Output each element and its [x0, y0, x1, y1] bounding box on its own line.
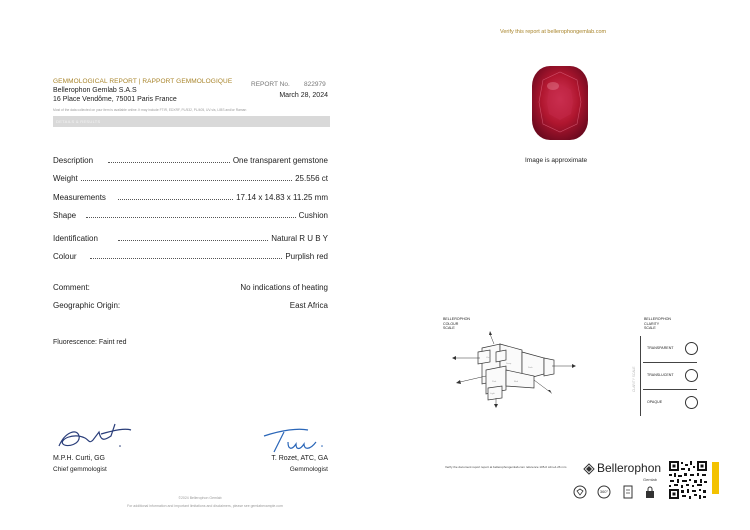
- dotted-leader: [81, 180, 292, 181]
- lock-icon: [643, 485, 657, 499]
- detail-value: Cushion: [298, 211, 328, 220]
- colour-scale-title: BELLEROPHON COLOUR SCALE: [443, 317, 470, 330]
- detail-value: 25.556 ct: [295, 174, 328, 183]
- clarity-circle-icon: [685, 369, 698, 382]
- signatory-left-role: Chief gemmologist: [53, 466, 107, 473]
- detail-row-weight: [53, 173, 328, 183]
- company-address: 16 Place Vendôme, 75001 Paris France: [53, 96, 177, 103]
- detail-label: Description: [53, 156, 94, 165]
- rotate-360-label: 360°: [599, 489, 609, 494]
- detail-label: Identification: [53, 234, 98, 243]
- section-bar-label: DETAILS & RESULTS: [56, 119, 101, 124]
- detail-value: Purplish red: [285, 252, 328, 261]
- svg-text:Red: Red: [514, 381, 519, 383]
- svg-text:Light: Light: [490, 393, 495, 395]
- data-note: Most of the data collected on your item is available online. It may include FTIR, EDXRF, PL/532, PL/405, UV-vis, LIBS and/or Raman: [53, 108, 247, 112]
- dotted-leader: [108, 162, 230, 163]
- clarity-circle-icon: [685, 396, 698, 409]
- clarity-scale-title: BELLEROPHON CLARITY SCALE: [644, 317, 671, 330]
- clarity-circle-icon: [685, 342, 698, 355]
- svg-text:Dark: Dark: [528, 367, 533, 369]
- clarity-axis-label: CLARITY SCALE: [632, 366, 636, 392]
- detail-row-shape: [53, 210, 328, 220]
- detail-label: Colour: [53, 252, 77, 261]
- gem-inspect-icon: [573, 485, 587, 499]
- report-title: GEMMOLOGICAL REPORT | RAPPORT GEMMOLOGIQUE: [53, 78, 233, 85]
- report-number-label: REPORT No.: [251, 81, 290, 88]
- origin-label: Geographic Origin:: [53, 301, 121, 310]
- detail-value: Natural R U B Y: [271, 234, 328, 243]
- signatory-right-name: T. Rozet, ATC, GA: [271, 455, 328, 462]
- svg-text:Vivid: Vivid: [486, 357, 491, 359]
- detail-label: Weight: [53, 174, 78, 183]
- detail-label: Shape: [53, 211, 77, 220]
- detail-label: Measurements: [53, 193, 106, 202]
- colour-scale-diagram: [444, 330, 584, 410]
- origin-value: East Africa: [289, 301, 328, 310]
- svg-text:Pink: Pink: [492, 381, 497, 383]
- detail-value: One transparent gemstone: [232, 156, 328, 165]
- brand-subtitle: Gemlab: [643, 477, 658, 482]
- footer-info: For additional information and important limitations and disclaimers, please see gemlabexample.com: [127, 504, 283, 508]
- verify-small-text: Verify the document report report at bellerophongemlab.com reference 105-0 cdm-d-26 mm: [445, 465, 567, 469]
- dotted-leader: [118, 240, 268, 241]
- clarity-level-translucent: TRANSLUCENT: [643, 363, 697, 390]
- image-caption: Image is approximate: [525, 157, 588, 164]
- clarity-level-opaque: OPAQUE: [643, 390, 697, 416]
- report-date: March 28, 2024: [279, 92, 328, 99]
- comment-row: [53, 283, 328, 292]
- svg-text:Deep: Deep: [506, 363, 512, 365]
- bellerophon-logo-icon: [583, 463, 595, 475]
- report-number: 822979: [304, 81, 326, 88]
- origin-row: [53, 301, 328, 310]
- signatory-left-name: M.P.H. Curti, GG: [53, 455, 105, 462]
- section-bar: [53, 116, 330, 127]
- footer-copyright: ©2024 Bellerophon Gemlab: [178, 496, 222, 500]
- clarity-level-transparent: TRANSPARENT: [643, 336, 697, 363]
- dotted-leader: [86, 217, 296, 218]
- signatory-right-role: Gemmologist: [289, 466, 328, 473]
- comment-value: No indications of heating: [240, 283, 328, 292]
- gold-tab-badge: [712, 462, 719, 494]
- company-name: Bellerophon Gemlab S.A.S: [53, 87, 137, 94]
- gemstone-image: [529, 62, 591, 144]
- verify-link[interactable]: Verify this report at bellerophongemlab.com: [500, 29, 607, 35]
- comment-label: Comment:: [53, 283, 90, 292]
- clarity-scale-box: [640, 336, 697, 416]
- detail-row-colour: [53, 251, 328, 261]
- signature-left: [55, 418, 135, 452]
- dotted-leader: [118, 199, 233, 200]
- dotted-leader: [90, 258, 282, 259]
- fluorescence: Fluorescence: Faint red: [53, 339, 127, 346]
- detail-row-identification: [53, 233, 328, 243]
- detail-value: 17.14 x 14.83 x 11.25 mm: [236, 193, 328, 202]
- detail-row-description: [53, 155, 328, 165]
- document-icon: [621, 485, 635, 499]
- qr-code-icon[interactable]: [668, 460, 708, 500]
- brand-name: Bellerophon: [597, 461, 662, 475]
- detail-row-measurements: [53, 192, 328, 202]
- signature-right: [262, 424, 332, 456]
